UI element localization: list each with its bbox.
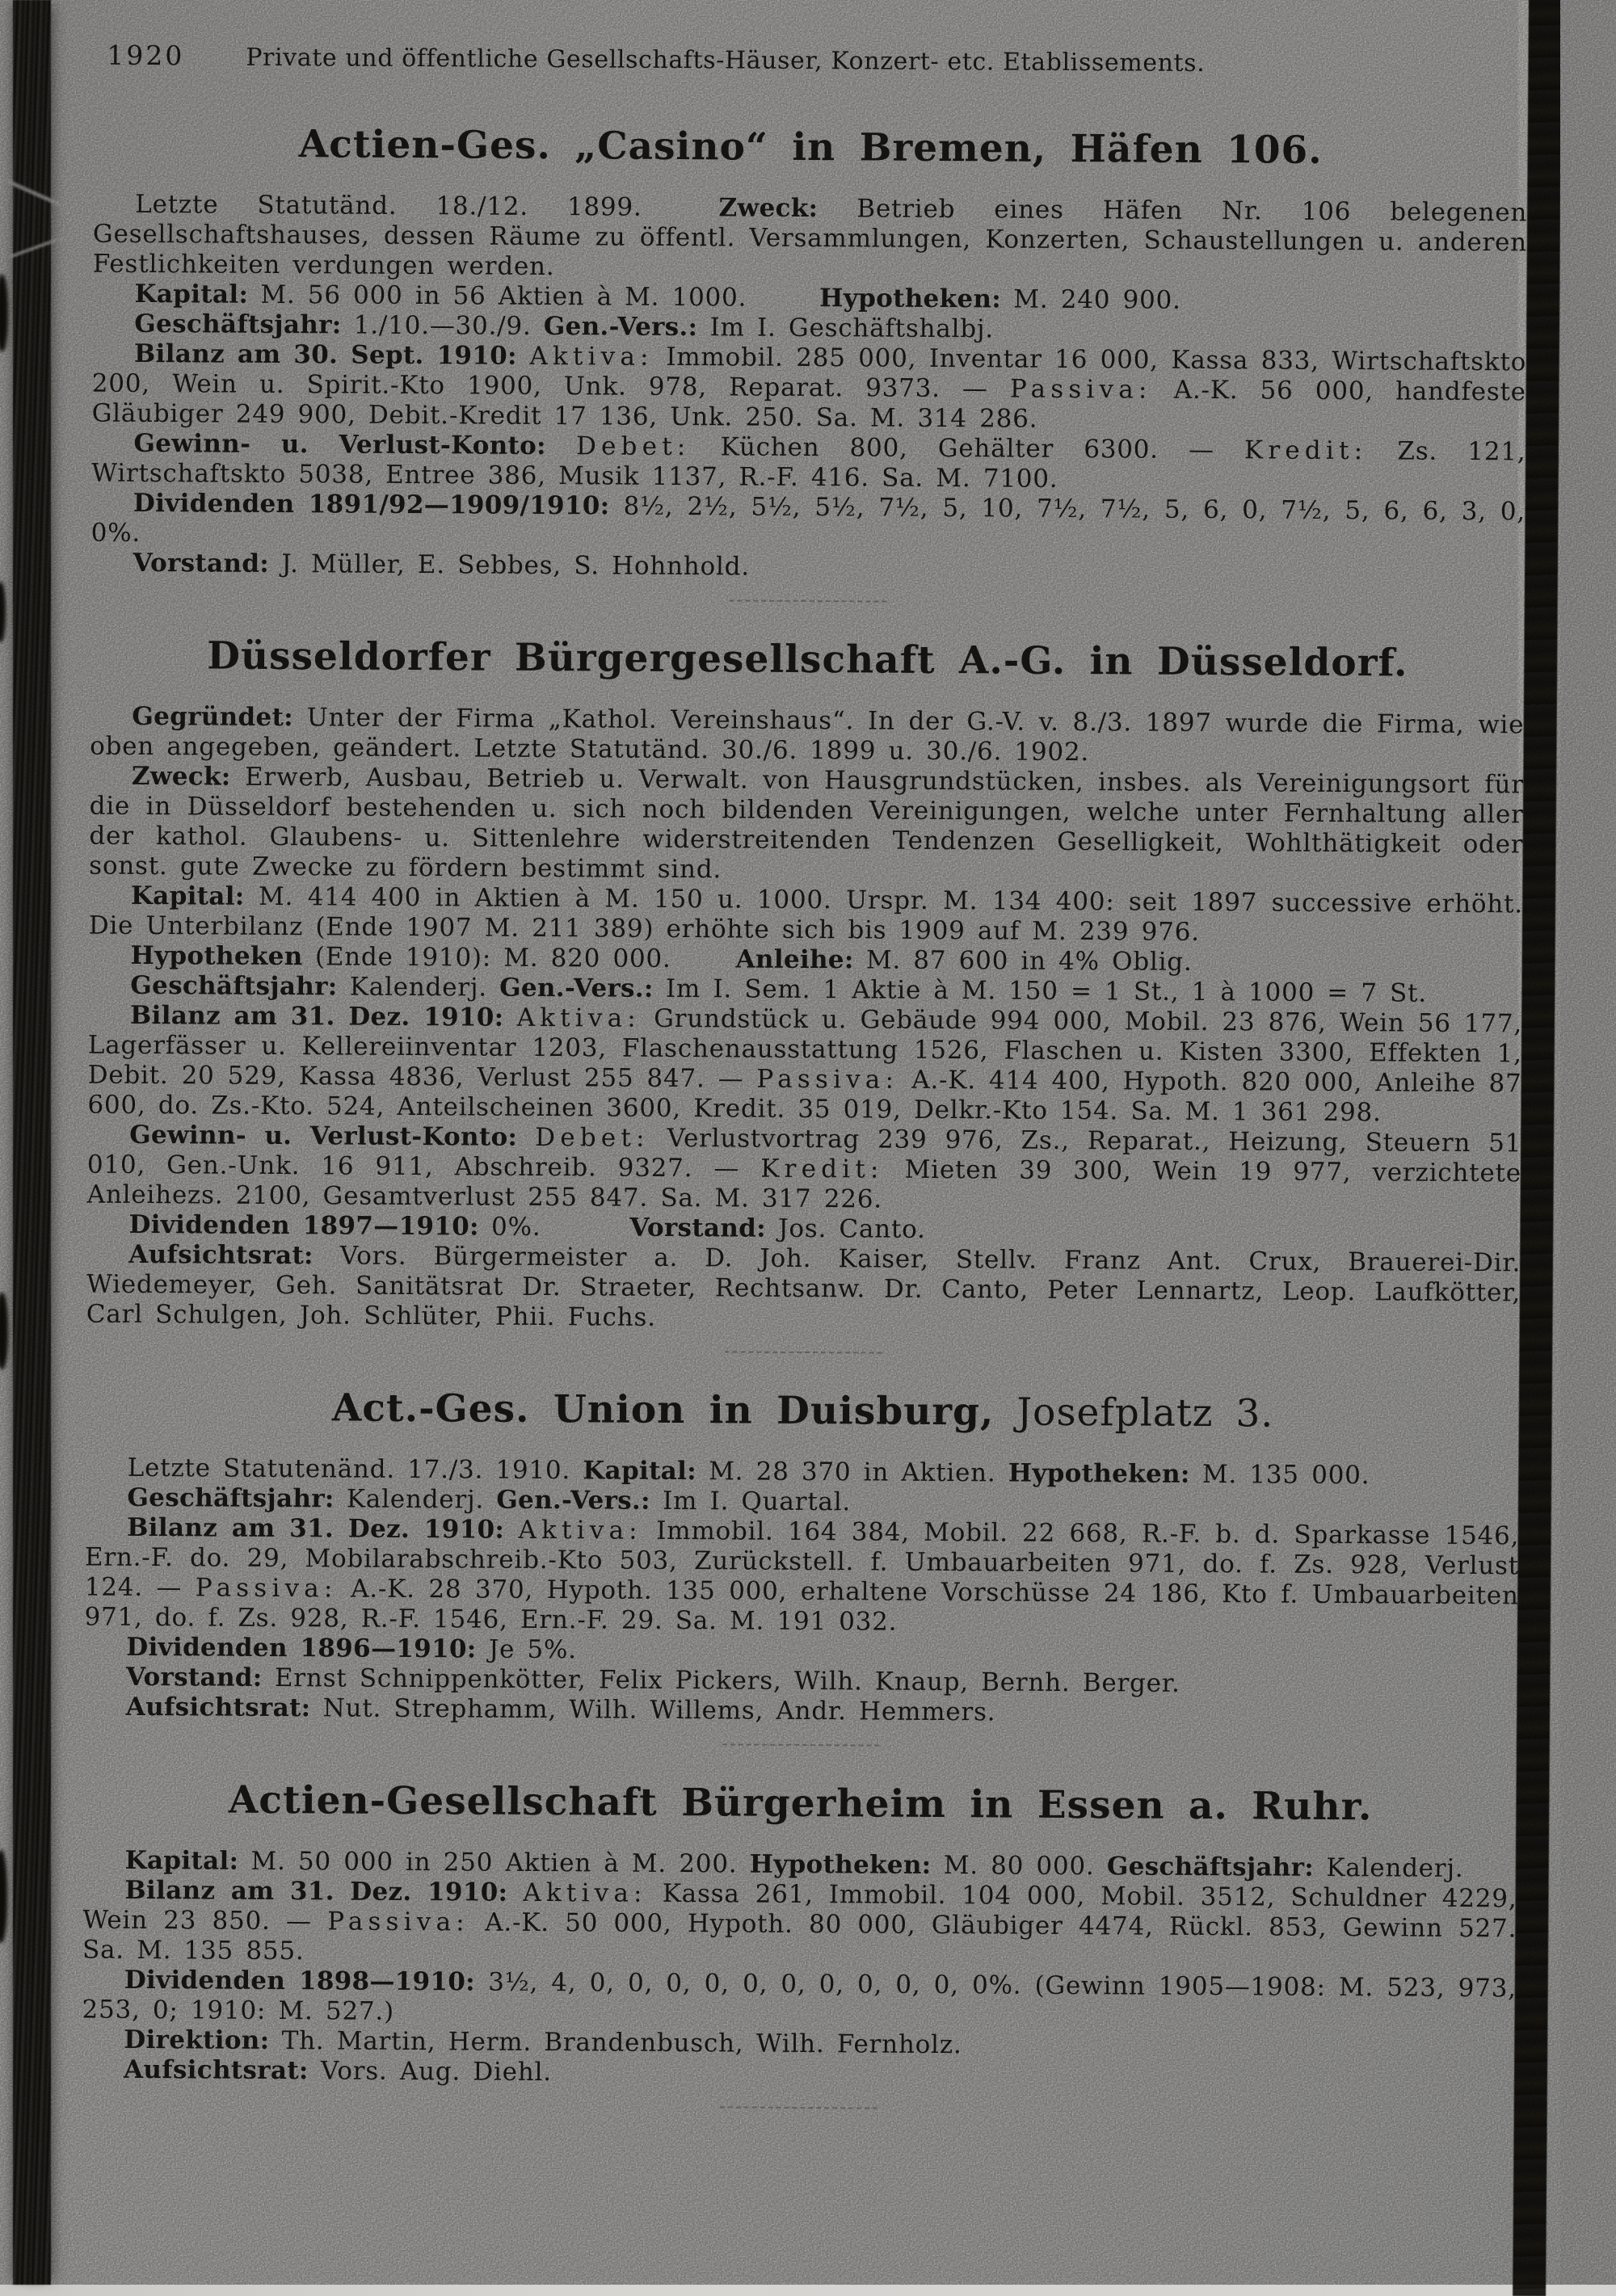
field-label: Zweck: (131, 761, 231, 792)
field-label: Dividenden 1896—1910: (126, 1632, 477, 1664)
company-section (86, 633, 1525, 1339)
entry-paragraph: Kapital: M. 414 400 in Aktien à M. 150 u. 1000. Urspr. M. 134 400: seit 1897 successive erhöht. Die Unterbilanz (Ende 1907 M. 211 389) erhöhte sich bis 1909 auf M. 239 976. (88, 881, 1524, 947)
spaced-label: Passiva: (327, 1907, 469, 1937)
field-label: Vorstand: (133, 548, 270, 578)
field-label: Bilanz am 31. Dez. 1910: (129, 1000, 504, 1032)
field-label: Geschäftsjahr: (134, 309, 342, 340)
entry-paragraph: Bilanz am 30. Sept. 1910: Aktiva: Immobil. 285 000, Inventar 16 000, Kassa 833, Wirtschaftskto 200, Wein u. Spirit.-Kto 1900, Unk. 978, Reparat. 9373. — Passiva: A.-K. 56 000, handfeste Gläubiger 249 900, Debit.-Kredit 17 136, Unk. 250. Sa. M. 314 286. (91, 339, 1527, 434)
field-label: Geschäftsjahr: (1106, 1852, 1315, 1882)
field-label: Gegründet: (132, 701, 294, 733)
field-label: Kapital: (124, 1845, 239, 1876)
entry-paragraph: Gewinn- u. Verlust-Konto: Debet: Küchen 800, Gehälter 6300. — Kredit: Zs. 121, Wirtschaftskto 5038, Entree 386, Musik 1137, R.-F. 416. Sa. M. 7100. (91, 428, 1526, 494)
entry-paragraph: Gegründet: Unter der Firma „Kathol. Vereinshaus“. In der G.-V. v. 8./3. 1897 wurde die Firma, wie oben angegeben, geändert. Letzte Statutänd. 30./6. 1899 u. 30./6. 1902. (90, 701, 1525, 767)
entry-paragraph: Zweck: Erwerb, Ausbau, Betrieb u. Verwalt. von Hausgrundstücken, insbes. als Vereinigungsort für die in Düsseldorf bestehenden u. sich noch bildenden Vereinigungen, welche unter Fernhaltung aller der kathol. Glaubens- u. Sittenlehre widerstreitenden Tendenzen Geselligkeit, Wohlthätigkeit oder sonst. gute Zwecke zu fördern bestimmt sind. (89, 761, 1524, 885)
page-content (82, 0, 1529, 2113)
field-label: Gen.-Vers.: (499, 973, 654, 1003)
scan-edge-mark (0, 582, 6, 642)
field-label: Gewinn- u. Verlust-Konto: (129, 1120, 518, 1152)
section-divider (722, 1743, 880, 1746)
entry-paragraph: Kapital: M. 50 000 in 250 Aktien à M. 200. Hypotheken: M. 80 000. Geschäftsjahr: Kalenderj. (124, 1845, 1464, 1883)
spaced-label: Debet: (575, 431, 691, 462)
spaced-label: Aktiva: (518, 1515, 642, 1545)
section-divider (720, 2106, 877, 2109)
page-number: 1920 (107, 39, 185, 72)
scan-edge-mark (0, 1293, 8, 1369)
entry-paragraph: Dividenden 1891/92—1909/1910: 8½, 2½, 5½, 5½, 7½, 5, 10, 7½, 7½, 5, 6, 0, 7½, 5, 6, 6, 3, 0, 0%. (90, 488, 1526, 548)
entry-paragraph: Bilanz am 31. Dez. 1910: Aktiva: Immobil. 164 384, Mobil. 22 668, R.-F. b. d. Sparkasse 1546, Ern.-F. do. 29, Mobilarabschreib.-Kto 503, Zurückstell. f. Umbauarbeiten 971, do. f. Zs. 928, Verlust 124. — Passiva: A.-K. 28 370, Hypoth. 135 000, erhaltene Vorschüsse 24 186, Kto f. Umbauarbeiten 971, do. f. Zs. 928, R.-F. 1546, Ern.-F. 29. Sa. M. 191 032. (84, 1512, 1520, 1637)
entry-paragraph: Letzte Statutänd. 18./12. 1899. Zweck: Betrieb eines Häfen Nr. 106 belegenen Gesellschaftshauses, dessen Räume zu öffentl. Versammlungen, Konzerten, Schaustellungen u. anderen Festlichkeiten verdungen werden. (92, 189, 1528, 282)
field-label: Aufsichtsrat: (124, 2054, 309, 2086)
section-title (90, 633, 1525, 687)
text-gap (541, 1234, 629, 1236)
entry-paragraph: Geschäftsjahr: 1./10.—30./9. Gen.-Vers.: Im I. Geschäftshalbj. (134, 309, 995, 344)
entry-paragraph: Gewinn- u. Verlust-Konto: Debet: Verlustvortrag 239 976, Zs., Reparat., Heizung, Steuern 51 010, Gen.-Unk. 16 911, Abschreib. 9327. — Kredit: Mieten 39 300, Wein 19 977, verzichtete Anleihezs. 2100, Gesamtverlust 255 847. Sa. M. 317 226. (86, 1120, 1522, 1214)
field-label: Hypotheken: (749, 1849, 932, 1880)
field-label: Bilanz am 31. Dez. 1910: (127, 1512, 505, 1545)
entry-paragraph: Vorstand: Ernst Schnippenkötter, Felix Pickers, Wilh. Knaup, Bernh. Berger. (125, 1662, 1180, 1698)
field-label: Gen.-Vers.: (543, 311, 698, 343)
company-section (90, 121, 1527, 587)
field-label: Dividenden 1898—1910: (124, 1965, 476, 1997)
spaced-label: Passiva: (1009, 374, 1152, 405)
spaced-label: Aktiva: (529, 341, 654, 372)
spaced-label: Kredit: (760, 1154, 884, 1184)
field-label: Anleihe: (735, 944, 854, 975)
entry-paragraph: Dividenden 1898—1910: 3½, 4, 0, 0, 0, 0, 0, 0, 0, 0, 0, 0, 0%. (Gewinn 1905—1908: M. 523, 973, 253, 0; 1910: M. 527.) (82, 1965, 1517, 2026)
spaced-label: Passiva: (195, 1573, 338, 1604)
field-label: Hypotheken (130, 940, 303, 972)
entry-paragraph: Aufsichtsrat: Nut. Strephamm, Wilh. Willems, Andr. Hemmers. (125, 1692, 996, 1727)
scan-edge-mark (0, 275, 8, 351)
text-gap (671, 966, 736, 967)
entry-paragraph: Hypotheken (Ende 1910): M. 820 000. Anleihe: M. 87 600 in 4% Oblig. (130, 940, 1193, 977)
field-label: Kapital: (134, 279, 249, 309)
section-title-main: Düsseldorfer Bürgergesellschaft A.-G. in Düsseldorf. (207, 633, 1408, 686)
section-title (94, 121, 1528, 175)
field-label: Direktion: (124, 2025, 270, 2055)
field-label: Geschäftsjahr: (127, 1482, 335, 1514)
field-label: Hypotheken: (819, 284, 1002, 314)
entry-paragraph: Vorstand: J. Müller, E. Sebbes, S. Hohnhold. (133, 548, 751, 582)
field-label: Geschäftsjahr: (130, 970, 338, 1002)
section-divider (725, 1351, 882, 1353)
section-title-main: Actien-Gesellschaft Bürgerheim in Essen a. Ruhr. (228, 1777, 1373, 1830)
section-title-tail: Josefplatz 3. (994, 1390, 1274, 1436)
text-gap (642, 215, 719, 217)
scan-background (1560, 0, 1616, 2285)
field-label: Bilanz am 30. Sept. 1910: (133, 339, 517, 371)
field-label: Gewinn- u. Verlust-Konto: (133, 428, 546, 461)
entry-paragraph: Dividenden 1897—1910: 0%. Vorstand: Jos. Canto. (128, 1209, 926, 1244)
field-label: Dividenden 1891/92—1909/1910: (133, 488, 610, 521)
spaced-label: Passiva: (756, 1064, 899, 1095)
section-title-main: Act.-Ges. Union in Duisburg, (331, 1386, 995, 1435)
scan-edge-mark (0, 1850, 7, 1943)
running-head-title: Private und öffentliche Gesellschafts-Häuser, Konzert- etc. Etablissements. (246, 43, 1206, 78)
section-divider (729, 599, 886, 602)
entry-paragraph: Aufsichtsrat: Vors. Bürgermeister a. D. Joh. Kaiser, Stellv. Franz Ant. Crux, Brauerei-Dir. Wiedemeyer, Geh. Sanitätsrat Dr. Straeter, Rechtsanw. Dr. Canto, Peter Lennartz, Leop. Laufkötter, Carl Schulgen, Joh. Schlüter, Phii. Fuchs. (86, 1239, 1521, 1332)
field-label: Kapital: (583, 1456, 697, 1487)
field-label: Vorstand: (629, 1213, 767, 1243)
entry-paragraph: Letzte Statutenänd. 17./3. 1910. Kapital: M. 28 370 in Aktien. Hypotheken: M. 135 000. (127, 1453, 1370, 1491)
book-binding-strip (13, 0, 51, 2285)
spaced-label: Aktiva: (516, 1003, 642, 1033)
section-title (83, 1777, 1517, 1831)
field-label: Aufsichtsrat: (128, 1239, 314, 1271)
spaced-label: Kredit: (1244, 435, 1368, 466)
field-label: Kapital: (130, 881, 245, 911)
section-title (86, 1385, 1520, 1438)
entry-paragraph: Direktion: Th. Martin, Herm. Brandenbusch, Wilh. Fernholz. (124, 2025, 962, 2060)
running-head (94, 40, 1528, 80)
entry-paragraph: Geschäftsjahr: Kalenderj. Gen.-Vers.: Im I. Sem. 1 Aktie à M. 150 = 1 St., 1 à 1000 = 7 St. (130, 970, 1428, 1008)
field-label: Aufsichtsrat: (125, 1692, 311, 1723)
company-entries (82, 121, 1528, 2113)
field-label: Vorstand: (125, 1662, 263, 1693)
field-label: Bilanz am 31. Dez. 1910: (124, 1875, 508, 1907)
field-label: Hypotheken: (1008, 1458, 1190, 1489)
field-label: Zweck: (718, 193, 819, 224)
spaced-label: Debet: (535, 1122, 650, 1153)
entry-paragraph: Bilanz am 31. Dez. 1910: Aktiva: Kassa 261, Immobil. 104 000, Mobil. 3512, Schuldner 4229, Wein 23 850. — Passiva: A.-K. 50 000, Hypoth. 80 000, Gläubiger 4474, Rückl. 853, Gewinn 527. Sa. M. 135 855. (82, 1875, 1517, 1966)
entry-paragraph: Bilanz am 31. Dez. 1910: Aktiva: Grundstück u. Gebäude 994 000, Mobil. 23 876, Wein 56 177, Lagerfässer u. Kellereiinventar 1203, Flaschenausstattung 1526, Flaschen u. Kisten 3300, Effekten 1, Debit. 20 529, Kassa 4836, Verlust 255 847. — Passiva: A.-K. 414 400, Hypoth. 820 000, Anleihe 87 600, do. Zs.-Kto. 524, Anteilscheinen 3600, Kredit. 35 019, Delkr.-Kto 154. Sa. M. 1 361 298. (87, 1000, 1523, 1128)
spaced-label: Aktiva: (523, 1878, 647, 1908)
company-section (82, 1777, 1517, 2094)
entry-paragraph: Dividenden 1896—1910: Je 5%. (126, 1632, 577, 1665)
field-label: Gen.-Vers.: (496, 1485, 650, 1516)
field-label: Dividenden 1897—1910: (128, 1209, 479, 1242)
section-title-main: Actien-Ges. „Casino“ in Bremen, Häfen 106. (298, 122, 1323, 173)
entry-paragraph: Geschäftsjahr: Kalenderj. Gen.-Vers.: Im I. Quartal. (127, 1482, 852, 1517)
text-gap (747, 305, 819, 307)
entry-paragraph: Kapital: M. 56 000 in 56 Aktien à M. 1000. Hypotheken: M. 240 900. (134, 279, 1181, 315)
entry-paragraph: Aufsichtsrat: Vors. Aug. Diehl. (124, 2054, 552, 2088)
company-section (84, 1385, 1521, 1731)
